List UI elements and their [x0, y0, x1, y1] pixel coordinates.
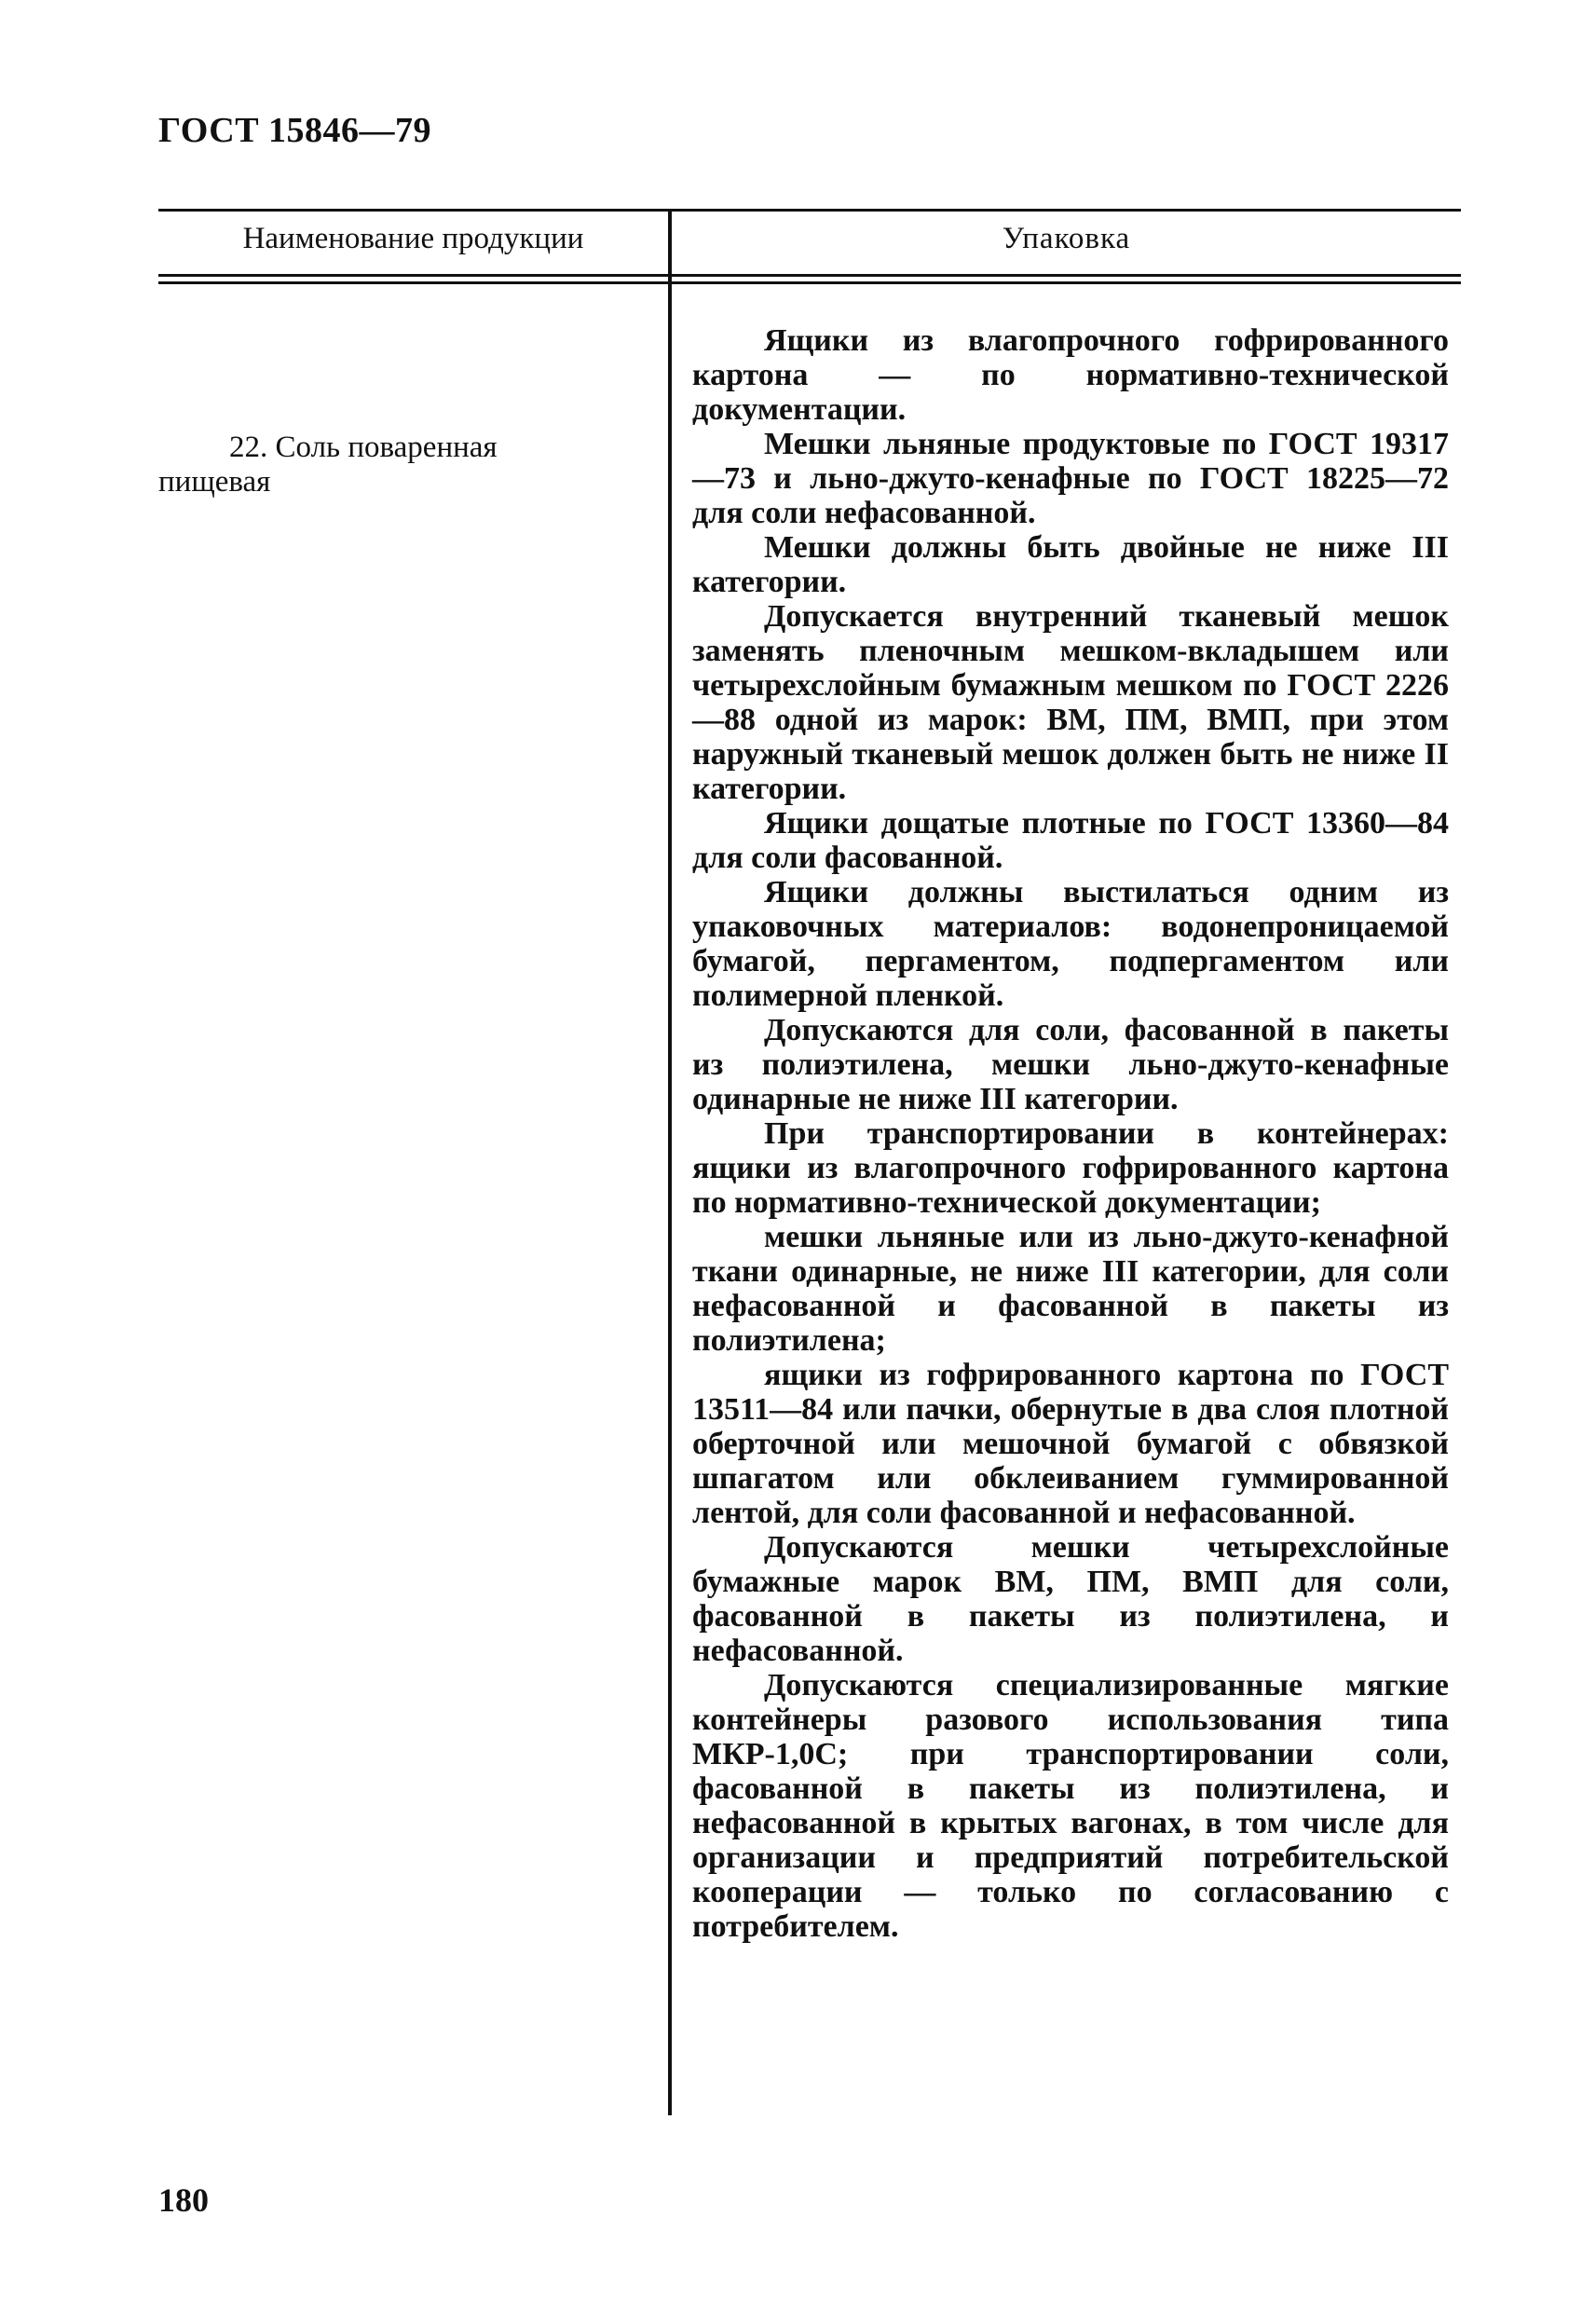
- packaging-paragraph: Мешки должны быть двойные не ниже III категории.: [692, 530, 1449, 599]
- table-header-rule: [158, 274, 1461, 277]
- column-header-packaging: Упаковка: [1002, 222, 1131, 255]
- product-name-cell: [158, 431, 643, 499]
- packaging-paragraph: Допускаются мешки четырехслойные бумажные марок ВМ, ПМ, ВМП для соли, фасованной в пакеты из полиэтилена, и нефасованной.: [692, 1530, 1449, 1668]
- packaging-paragraph: Допускаются для соли, фасованной в пакеты из полиэтилена, мешки льно-джуто-кенафные одинарные не ниже III категории.: [692, 1013, 1449, 1116]
- table-header-rule-double: [158, 281, 1461, 284]
- packaging-cell: [692, 323, 1449, 1944]
- packaging-paragraph: Ящики должны выстилаться одним из упаковочных материалов: водонепроницаемой бумагой, пергаментом, подпергаментом или полимерной пленкой.: [692, 875, 1449, 1013]
- packaging-paragraph: мешки льняные или из льно-джуто-кенафной ткани одинарные, не ниже III категории, для соли нефасованной и фасованной в пакеты из полиэтилена;: [692, 1220, 1449, 1358]
- packaging-paragraph: ящики из гофрированного картона по ГОСТ 13511—84 или пачки, обернутые в два слоя плотной оберточной или мешочной бумагой с обвязкой шпагатом или обклеиванием гуммированной лентой, для соли фасованной и нефасованной.: [692, 1358, 1449, 1530]
- table-column-divider: [668, 209, 672, 2115]
- packaging-paragraph: Ящики из влагопрочного гофрированного картона — по нормативно-технической документации.: [692, 323, 1449, 427]
- packaging-paragraph: Допускается внутренний тканевый мешок заменять пленочным мешком-вкладышем или четырехслойным бумажным мешком по ГОСТ 2226—88 одной из марок: ВМ, ПМ, ВМП, при этом наружный тканевый мешок должен быть не ниже II категории.: [692, 599, 1449, 806]
- table-top-rule: [158, 209, 1461, 212]
- packaging-paragraph: При транспортировании в контейнерах: ящики из влагопрочного гофрированного картона по нормативно-технической документации;: [692, 1116, 1449, 1220]
- document-code: ГОСТ 15846—79: [158, 111, 432, 150]
- packaging-paragraph: Мешки льняные продуктовые по ГОСТ 19317—73 и льно-джуто-кенафные по ГОСТ 18225—72 для соли нефасованной.: [692, 427, 1449, 530]
- column-header-product: Наименование продукции: [242, 222, 584, 255]
- packaging-paragraph: Допускаются специализированные мягкие контейнеры разового использования типа МКР-1,0С; при транспортировании соли, фасованной в пакеты из полиэтилена, и нефасованной в крытых вагонах, в том числе для организации и предприятий потребительской кооперации — только по согласованию с потребителем.: [692, 1668, 1449, 1944]
- page-number: 180: [158, 2181, 209, 2219]
- packaging-paragraph: Ящики дощатые плотные по ГОСТ 13360—84 для соли фасованной.: [692, 806, 1449, 875]
- product-name-line: 22. Соль поваренная: [229, 431, 498, 464]
- product-name-line: пищевая: [158, 465, 271, 499]
